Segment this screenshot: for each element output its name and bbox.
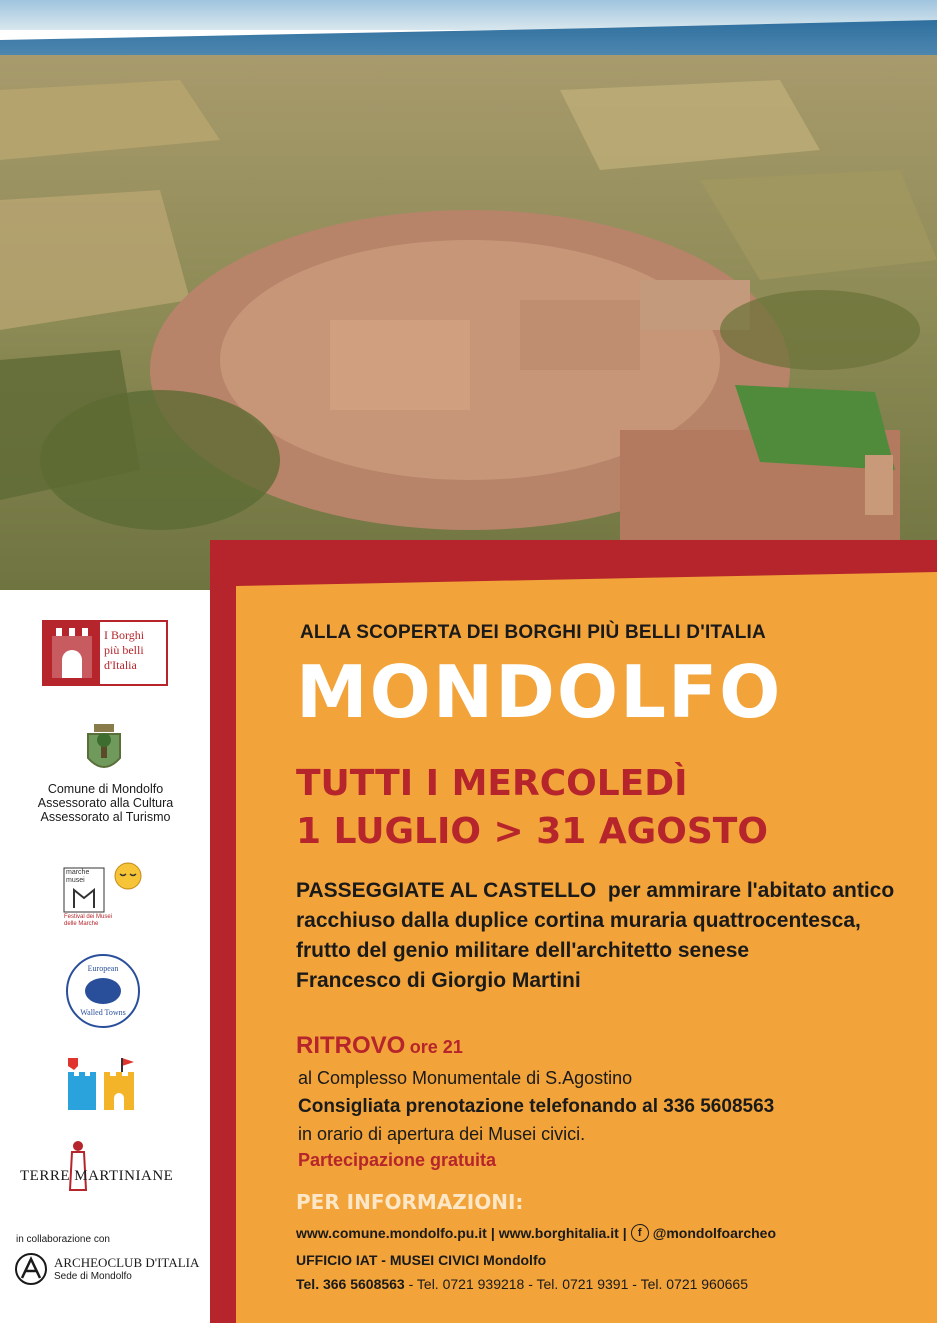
office-name: UFFICIO IAT - MUSEI CIVICI Mondolfo [296,1252,547,1268]
comune-line-3: Assessorato al Turismo [40,810,171,824]
borghi-line-1: I Borghi [104,628,145,642]
meeting-label: RITROVO [296,1032,406,1059]
phone-others: - Tel. 0721 939218 - Tel. 0721 9391 - Tel. 0721 960665 [404,1276,748,1292]
description-line-1-rest: per ammirare l'abitato antico [596,879,895,902]
archeoclub-icon [14,1252,48,1286]
dates-line-1: TUTTI I MERCOLEDÌ [296,763,688,804]
subtitle: ALLA SCOPERTA DEI BORGHI PIÙ BELLI D'ITALIA [300,622,766,643]
link-comune[interactable]: www.comune.mondolfo.pu.it [296,1225,487,1241]
terre-martiniane-figure-icon [66,1140,90,1194]
borghi-line-3: d'Italia [104,658,137,672]
comune-crest-icon [84,724,124,778]
comune-line-1: Comune di Mondolfo [47,782,164,796]
borghi-logo [42,620,168,686]
description-line-4: Francesco di Giorgio Martini [296,969,581,992]
terre-martiniane-text: TERRE MARTINIANE [20,1168,174,1184]
walled-emblem-icon [85,978,121,1004]
description-lead: PASSEGGIATE AL CASTELLO [296,879,597,902]
walled-line-1: European [87,964,119,973]
link-separator: | [490,1225,495,1241]
dates-line-2: 1 LUGLIO > 31 AGOSTO [296,811,768,852]
booking-hours: in orario di apertura dei Musei civici. [298,1124,586,1144]
event-description [296,876,926,996]
walled-line-2: Walled Towns [80,1008,126,1017]
info-heading: PER INFORMAZIONI: [296,1190,524,1214]
description-line-3: frutto del genio militare dell'architetto senese [296,939,750,962]
archeoclub-sub: Sede di Mondolfo [54,1271,132,1282]
meeting-time: ore 21 [409,1037,463,1057]
social-handle[interactable]: @mondolfoarcheo [652,1225,777,1241]
link-borghitalia[interactable]: www.borghitalia.it [498,1225,619,1241]
borghi-text [104,628,144,673]
link-separator: | [622,1225,627,1241]
comune-line-2: Assessorato alla Cultura [37,796,174,810]
borghi-line-2: più belli [104,643,144,657]
collab-label: in collaborazione con [16,1234,110,1245]
aerial-photo [0,0,937,590]
marche-line-3: Festival dei Musei [64,914,113,920]
marche-line-2: musei [66,877,85,884]
phone-numbers [296,1276,748,1292]
meeting-heading [296,1032,463,1060]
booking-info: Consigliata prenotazione telefonando al 336 5608563 [298,1096,775,1117]
tower-icon [44,622,100,684]
event-dates [296,760,768,856]
walled-towns-logo [66,954,140,1028]
facebook-icon: f [631,1224,649,1242]
archeoclub-text: ARCHEOCLUB D'ITALIA [54,1255,200,1270]
description-line-1 [296,876,926,906]
comune-text [18,782,193,824]
page-title: MONDOLFO [296,650,783,734]
marche-line-1: marche [66,869,90,876]
marche-line-4: delle Marche [64,921,99,927]
phone-main: Tel. 366 5608563 [296,1276,405,1292]
free-participation: Partecipazione gratuita [298,1150,497,1170]
meeting-place: al Complesso Monumentale di S.Agostino [298,1068,633,1088]
info-links [296,1224,776,1242]
marche-musei-logo [62,862,150,932]
castles-icon [64,1056,138,1112]
description-line-2: racchiuso dalla duplice cortina muraria quattrocentesca, [296,909,861,932]
